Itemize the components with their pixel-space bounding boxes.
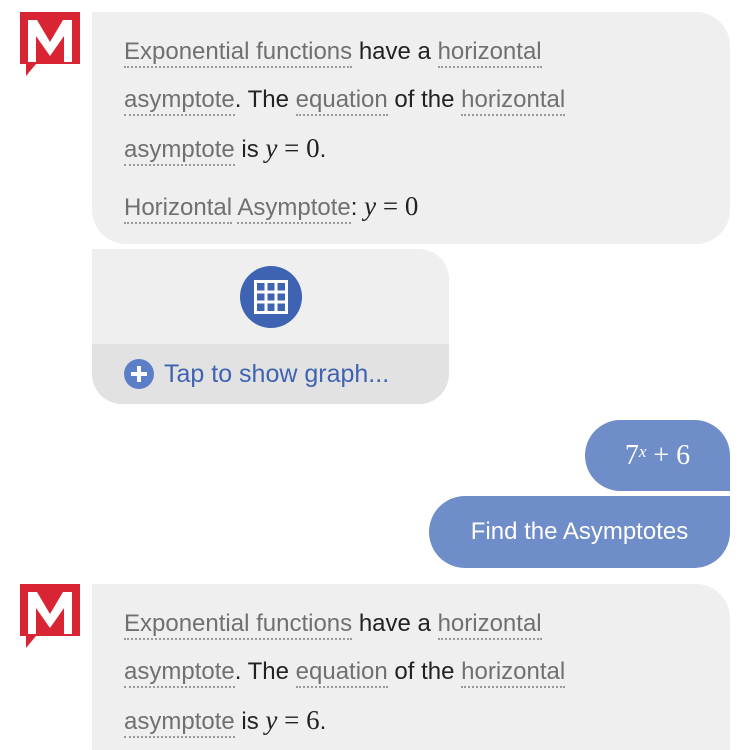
message-text: . The — [234, 86, 289, 113]
math-expression — [364, 191, 418, 221]
definition-link[interactable]: horizontal — [461, 86, 565, 116]
definition-link[interactable]: asymptote — [124, 708, 235, 738]
math-variable: y — [265, 705, 278, 735]
message-line — [124, 696, 698, 746]
definition-link[interactable]: equation — [296, 658, 388, 688]
math-equation-rest: = 0 — [277, 133, 320, 163]
grid-icon[interactable] — [240, 266, 302, 328]
graph-card[interactable] — [92, 249, 449, 404]
math-expression — [265, 705, 319, 735]
command-label: Find the Asymptotes — [470, 518, 689, 545]
result-line — [124, 182, 698, 232]
message-text: . The — [234, 658, 289, 685]
message-line — [124, 124, 698, 174]
message-text: of the — [394, 658, 455, 685]
message-text: . — [319, 708, 327, 735]
expression-base: 7 — [624, 439, 639, 471]
message-text: is — [241, 708, 259, 735]
message-line — [124, 76, 698, 124]
expression-exponent: x — [638, 441, 647, 461]
math-expression — [265, 133, 319, 163]
show-graph-button[interactable] — [92, 344, 449, 404]
math-equation-rest: = 6 — [277, 705, 320, 735]
message-text: have a — [358, 38, 431, 65]
definition-link[interactable]: horizontal — [438, 38, 542, 68]
definition-link[interactable]: Horizontal — [124, 194, 232, 224]
definition-link[interactable]: Asymptote — [237, 194, 350, 224]
show-graph-label: Tap to show graph... — [164, 359, 390, 388]
math-equation-rest: = 0 — [376, 191, 419, 221]
definition-link[interactable]: equation — [296, 86, 388, 116]
message-text: have a — [358, 610, 431, 637]
mathway-logo-icon — [20, 584, 80, 652]
definition-link[interactable]: horizontal — [461, 658, 565, 688]
message-text: . — [319, 136, 327, 163]
message-text: is — [241, 136, 259, 163]
bot-message-bubble — [92, 12, 730, 244]
mathway-logo-icon — [20, 12, 80, 80]
definition-link[interactable]: asymptote — [124, 658, 235, 688]
definition-link[interactable]: horizontal — [438, 610, 542, 640]
bot-message-bubble — [92, 584, 730, 750]
message-text: : — [350, 194, 358, 221]
definition-link[interactable]: Exponential functions — [124, 610, 352, 640]
expression-rest: + 6 — [646, 439, 691, 471]
plus-circle-icon — [124, 359, 154, 389]
message-text: of the — [394, 86, 455, 113]
user-expression-bubble[interactable] — [585, 420, 730, 491]
graph-card-header — [92, 249, 449, 344]
definition-link[interactable]: Exponential functions — [124, 38, 352, 68]
math-variable: y — [265, 133, 278, 163]
message-line — [124, 648, 698, 696]
message-line — [124, 600, 698, 648]
definition-link[interactable]: asymptote — [124, 136, 235, 166]
math-variable: y — [364, 191, 377, 221]
user-command-bubble[interactable] — [429, 496, 730, 568]
definition-link[interactable]: asymptote — [124, 86, 235, 116]
message-line — [124, 28, 698, 76]
